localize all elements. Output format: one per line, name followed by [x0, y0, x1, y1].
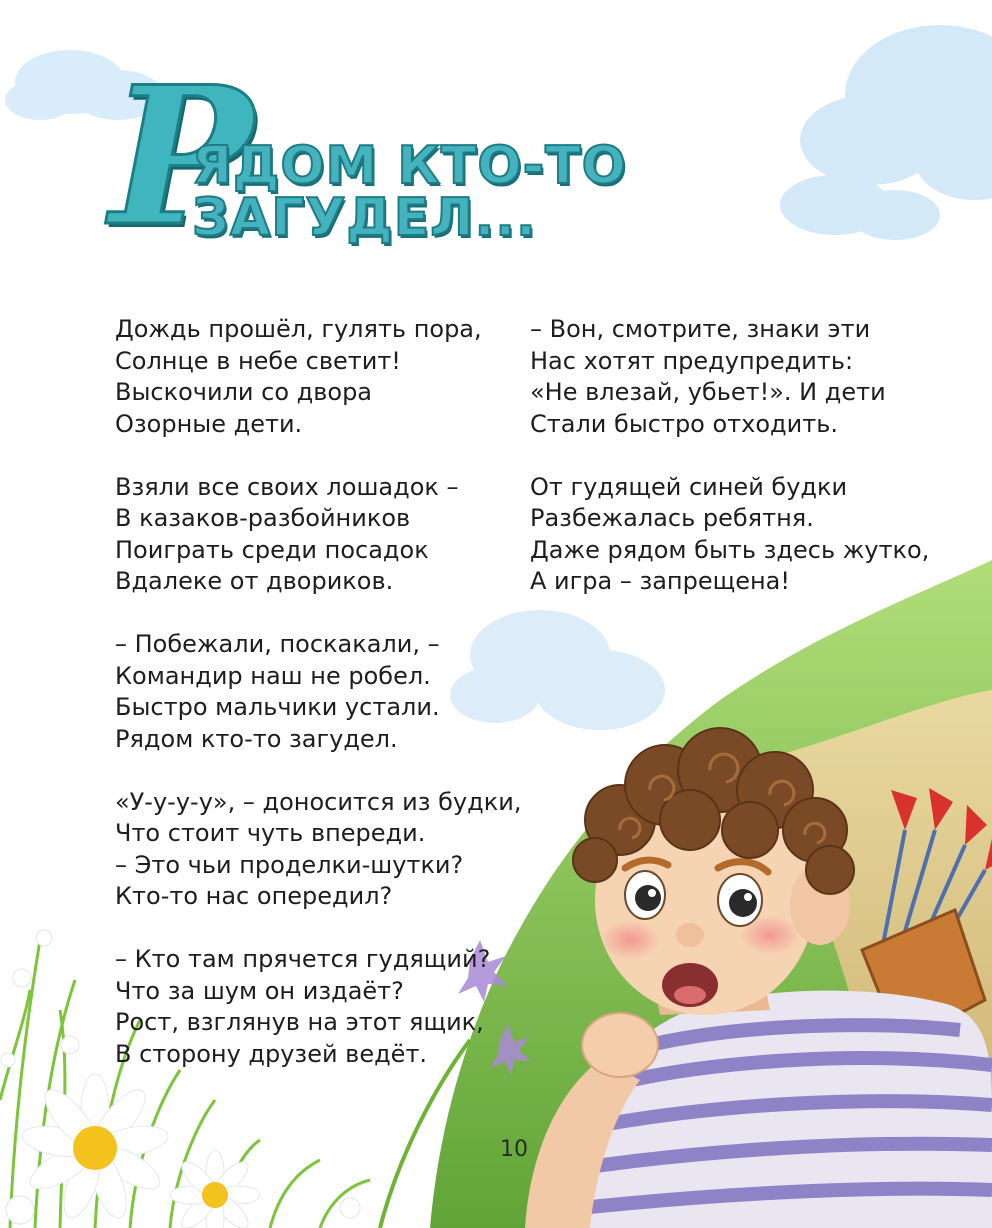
- page-title: [100, 45, 860, 270]
- poem-line: – Это чьи проделки-шутки?: [115, 850, 464, 879]
- poem-line: Вдалеке от двориков.: [115, 567, 394, 595]
- poem-line: Выскочили со двора: [115, 378, 373, 406]
- stanza: [115, 472, 515, 598]
- poem-line: А игра – запрещена!: [530, 567, 791, 595]
- poem-line: – Вон, смотрите, знаки эти: [530, 315, 871, 343]
- stanza: [115, 944, 515, 1070]
- page-number: 10: [500, 1137, 528, 1162]
- poem-line: Нас хотят предупредить:: [530, 346, 854, 375]
- poem-line: Даже рядом быть здесь жутко,: [530, 535, 930, 564]
- poem-line: В казаков-разбойников: [115, 504, 411, 532]
- poem-line: «Не влезай, убьет!». И дети: [530, 378, 886, 406]
- poem-line: – Кто там прячется гудящий?: [115, 945, 491, 973]
- poem-line: – Побежали, поскакали, –: [115, 630, 440, 658]
- stanza: [115, 629, 515, 755]
- poem-line: Рост, взглянув на этот ящик,: [115, 1008, 484, 1036]
- poem-line: Поиграть среди посадок: [115, 535, 429, 564]
- poem-line: Солнце в небе светит!: [115, 346, 401, 375]
- stanza: [530, 314, 970, 440]
- poem-line: Дождь прошёл, гулять пора,: [115, 315, 482, 343]
- poem-line: Озорные дети.: [115, 409, 303, 438]
- poem-line: От гудящей синей будки: [530, 472, 848, 501]
- title-text: ЯДОМ КТО-ТО ЗАГУДЕЛ...: [192, 136, 627, 248]
- poem-line: Кто-то нас опередил?: [115, 882, 393, 910]
- poem-line: Командир наш не робел.: [115, 661, 431, 690]
- poem-line: Взяли все своих лошадок –: [115, 472, 459, 501]
- poem-line: Быстро мальчики устали.: [115, 693, 440, 721]
- poem-column-left: [115, 314, 522, 1102]
- stanza: [115, 787, 522, 913]
- poem-line: Стали быстро отходить.: [530, 409, 838, 438]
- poem-line: Разбежалась ребятня.: [530, 504, 814, 532]
- poem-column-right: [530, 314, 970, 629]
- poem-line: В сторону друзей ведёт.: [115, 1039, 428, 1068]
- poem-line: Рядом кто-то загудел.: [115, 724, 398, 753]
- poem-line: «У-у-у-у», – доносится из будки,: [115, 787, 522, 816]
- poem-line: Что стоит чуть впереди.: [115, 819, 426, 847]
- poem-line: Что за шум он издаёт?: [115, 976, 404, 1005]
- title-drop-cap: Р: [110, 45, 253, 268]
- stanza: [530, 472, 970, 598]
- stanza: [115, 314, 515, 440]
